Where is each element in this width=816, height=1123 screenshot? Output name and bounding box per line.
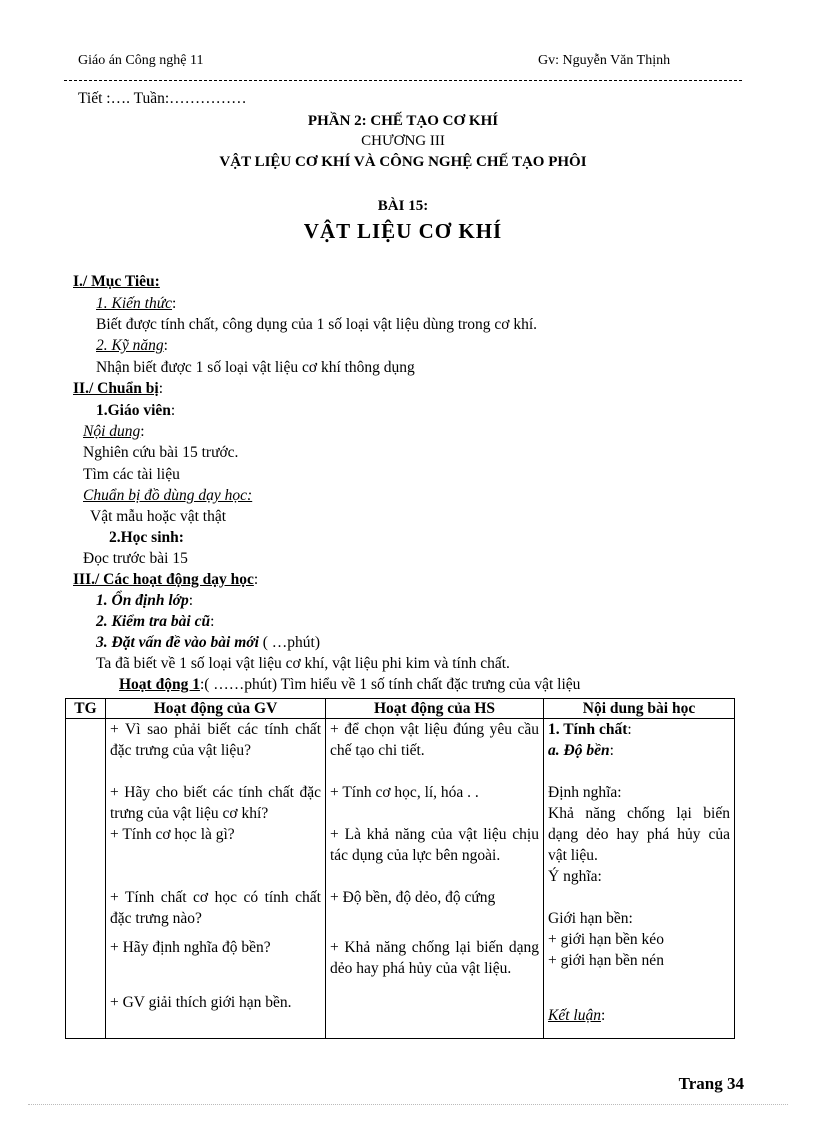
hs-item-5: + Khả năng chống lại biến dạng dẻo hay phá hủy của vật liệu. — [330, 939, 539, 977]
activity-1-text: :( ……phút) Tìm hiểu về 1 số tính chất đặc trưng của vật liệu — [199, 676, 581, 693]
nd-definition-label: Định nghĩa: — [548, 784, 622, 801]
gv-item-1: + Vì sao phải biết các tính chất đặc trưng của vật liệu? — [110, 721, 321, 759]
knowledge-label — [96, 295, 176, 313]
skills-text: Nhận biết được 1 số loại vật liệu cơ khí thông dụng — [96, 359, 415, 376]
time-cell — [66, 719, 106, 1039]
section-preparation-heading — [73, 380, 163, 398]
content-item-2: Tìm các tài liệu — [83, 466, 180, 483]
part-title: PHẦN 2: CHẾ TẠO CƠ KHÍ — [307, 113, 499, 129]
step-2 — [96, 613, 214, 631]
student-activities-cell — [326, 719, 544, 1039]
hs-item-3: + Là khả năng của vật liệu chịu tác dụng của lực bên ngoài. — [330, 826, 539, 864]
knowledge-label-text: 1. Kiến thức — [96, 295, 173, 312]
hs-item-1: + để chọn vật liệu đúng yêu cầu chế tạo chi tiết. — [330, 721, 539, 759]
activities-colon: : — [253, 571, 259, 588]
student-label: 2.Học sinh: — [109, 529, 184, 546]
col-header-content: Nội dung bài học — [544, 699, 735, 719]
lesson-number: BÀI 15: — [377, 198, 429, 214]
step-1-text: 1. Ổn định lớp — [96, 592, 189, 609]
gv-item-2: + Hãy cho biết các tính chất đặc trưng của vật liệu cơ khí? — [110, 784, 321, 822]
chapter-title: VẬT LIỆU CƠ KHÍ VÀ CÔNG NGHỆ CHẾ TẠO PHÔI — [219, 154, 587, 170]
knowledge-text: Biết được tính chất, công dụng của 1 số loại vật liệu dùng trong cơ khí. — [96, 316, 538, 333]
teacher-label — [96, 402, 175, 420]
nd-definition-text: Khả năng chống lại biến dạng dẻo hay phá hủy của vật liệu. — [548, 805, 730, 864]
section-objectives-heading: I./ Mục Tiêu: — [73, 273, 160, 290]
nd-conclusion-text: Kết luận — [548, 1007, 601, 1024]
step-3-tail: ( …phút) — [258, 634, 321, 651]
header-divider — [64, 80, 742, 81]
header-left: Giáo án Công nghệ 11 — [78, 53, 204, 68]
nd-heading-2 — [548, 740, 730, 761]
gv-item-5: + Hãy định nghĩa độ bền? — [110, 939, 271, 956]
chapter-number: CHƯƠNG III — [361, 133, 445, 149]
col-header-student: Hoạt động của HS — [326, 699, 544, 719]
content-colon: : — [140, 423, 145, 440]
teacher-colon: : — [170, 402, 176, 419]
preparation-colon: : — [158, 380, 164, 397]
step-1 — [96, 592, 193, 610]
content-item-1: Nghiên cứu bài 15 trước. — [83, 444, 239, 461]
nd-heading-1-text: 1. Tính chất — [548, 721, 628, 738]
teacher-activities-cell — [106, 719, 326, 1039]
intro-text: Ta đã biết về 1 số loại vật liệu cơ khí, vật liệu phi kim và tính chất. — [96, 655, 510, 672]
step-2-colon: : — [210, 613, 215, 630]
hs-item-4: + Độ bền, độ dẻo, độ cứng — [330, 889, 496, 906]
skills-label — [96, 337, 168, 355]
nd-conclusion — [548, 1005, 730, 1026]
nd-heading-1 — [548, 719, 730, 740]
content-label-text: Nội dung — [83, 423, 141, 440]
footer-divider — [28, 1104, 788, 1105]
lesson-meta: Tiết :…. Tuần:…………… — [78, 90, 247, 107]
table-row — [66, 719, 735, 1039]
skills-colon: : — [163, 337, 168, 354]
header-right: Gv: Nguyễn Văn Thịnh — [538, 53, 671, 68]
step-2-text: 2. Kiểm tra bài cũ — [96, 613, 211, 630]
hs-item-2: + Tính cơ học, lí, hóa . . — [330, 784, 479, 801]
section-activities-heading — [73, 571, 258, 589]
gv-item-6: + GV giải thích giới hạn bền. — [110, 994, 292, 1011]
step-3-text: 3. Đặt vấn đề vào bài mới — [96, 634, 259, 651]
step-3 — [96, 634, 320, 652]
materials-item-1: Vật mẫu hoặc vật thật — [90, 508, 227, 525]
materials-label: Chuẩn bị đồ dùng dạy học: — [83, 487, 253, 504]
skills-label-text: 2. Kỹ năng — [96, 337, 164, 354]
nd-heading-2-colon: : — [609, 742, 614, 759]
lesson-content-cell — [544, 719, 735, 1039]
activities-heading-text: III./ Các hoạt động dạy học — [73, 571, 254, 588]
activity-1-label: Hoạt động 1 — [119, 676, 200, 693]
gv-item-4: + Tính chất cơ học có tính chất đặc trưng nào? — [110, 889, 321, 927]
nd-limit-2: + giới hạn bền nén — [548, 952, 664, 969]
nd-meaning: Ý nghĩa: — [548, 868, 602, 885]
nd-heading-2-text: a. Độ bền — [548, 742, 610, 759]
nd-heading-1-colon: : — [627, 721, 632, 738]
gv-item-3: + Tính cơ học là gì? — [110, 826, 235, 843]
col-header-teacher: Hoạt động của GV — [106, 699, 326, 719]
lesson-title: VẬT LIỆU CƠ KHÍ — [303, 219, 503, 243]
table-header-row — [66, 699, 735, 719]
teacher-label-text: 1.Giáo viên — [96, 402, 171, 419]
student-item-1: Đọc trước bài 15 — [83, 550, 188, 567]
content-label — [83, 423, 145, 441]
nd-limit-1: + giới hạn bền kéo — [548, 931, 664, 948]
step-1-colon: : — [188, 592, 194, 609]
lesson-plan-table — [65, 698, 735, 1039]
col-header-time: TG — [66, 699, 106, 719]
page-number: Trang 34 — [678, 1074, 744, 1093]
nd-limit-label: Giới hạn bền: — [548, 910, 633, 927]
activity-1-line — [119, 676, 580, 694]
knowledge-colon: : — [172, 295, 177, 312]
nd-conclusion-colon: : — [600, 1007, 606, 1024]
preparation-heading-text: II./ Chuẩn bị — [73, 380, 159, 397]
